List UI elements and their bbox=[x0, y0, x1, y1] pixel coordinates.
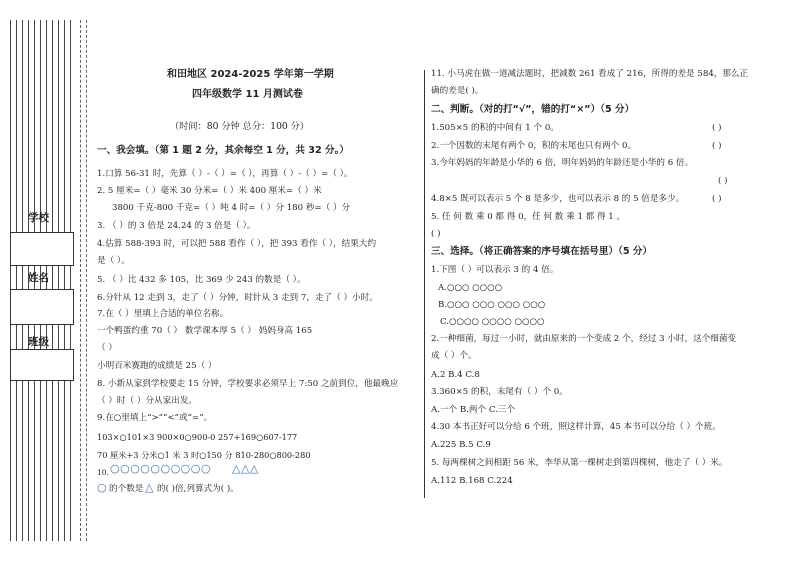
judge-1-blank[interactable]: ( ) bbox=[712, 123, 722, 133]
choice-1-option-a: A.○○○ ○○○○ bbox=[438, 283, 503, 293]
choice-2-question-1: 2.一种细菌，每过一小时，就由原来的一个变成 2 个，经过 3 小时，这个细菌变 bbox=[431, 334, 737, 344]
q9-compare-2: 70 厘米+3 分米○1 米 3 时○150 分 810-280○800-280 bbox=[97, 450, 311, 460]
choice-1-question: 1.下图（ ）可以表示 3 的 4 倍。 bbox=[431, 265, 559, 275]
q11-line-2: 确的差是( )。 bbox=[431, 86, 484, 96]
school-field[interactable] bbox=[10, 232, 74, 266]
judge-5: 5. 任 何 数 乘 0 都 得 0，任 何 数 乘 1 都 得 1 。 bbox=[431, 212, 626, 222]
q10-label: 10. bbox=[97, 468, 109, 477]
judge-5-blank[interactable]: ( ) bbox=[431, 229, 441, 239]
choice-2-options: A.2 B.4 C.8 bbox=[431, 370, 480, 380]
q3-line: 3. （ ）的 3 倍是 24.24 的 3 倍是（ ）。 bbox=[97, 221, 256, 231]
judge-2-blank[interactable]: ( ) bbox=[712, 141, 722, 151]
section-1-heading: 一、我会填。（第 1 题 2 分，其余每空 1 分，共 32 分。） bbox=[97, 145, 349, 156]
class-label: 班级 bbox=[28, 336, 49, 348]
q2-line-2: 3800 千克-800 千克=（ ）吨 4 时=（ ）分 180 秒=（ ）分 bbox=[112, 203, 351, 213]
exam-subtitle: 四年级数学 11 月测试卷 bbox=[192, 89, 303, 100]
q4-line-2: 是（ ）。 bbox=[97, 256, 130, 266]
choice-1-option-c: C.○○○○ ○○○○ ○○○○ bbox=[440, 317, 545, 327]
q7-units-line: 一个鸭蛋约重 70（ ） 数学课本厚 5（ ） 妈妈身高 165 bbox=[97, 326, 313, 336]
section-3-heading: 三、选择。（将正确答案的序号填在括号里）（5 分） bbox=[431, 246, 653, 257]
q10-triangles: △△△ bbox=[232, 462, 259, 475]
q10-triangle-icon: △ bbox=[145, 481, 154, 494]
q2-line-1: 2. 5 厘米=（ ）毫米 30 分米=（ ）米 400 厘米=（ ）米 bbox=[97, 186, 322, 196]
class-field[interactable] bbox=[10, 349, 74, 381]
q1-line: 1.口算 56-31 时，先算（ ）-（ ）=（ ），再算（ ）-（ ）=（ ）。 bbox=[97, 169, 353, 179]
choice-4-options: A.225 B.5 C.9 bbox=[431, 440, 491, 450]
choice-3-question: 3.360×5 的积，末尾有（ ）个 0。 bbox=[431, 387, 568, 397]
exam-title: 和田地区 2024-2025 学年第一学期 bbox=[167, 69, 334, 80]
q9-line: 9.在○里填上“>”“<”或“=”。 bbox=[97, 413, 213, 423]
q7-run-line: 小明百米赛跑的成绩是 25（ ） bbox=[97, 361, 217, 371]
choice-1-option-b: B.○○○ ○○○ ○○○ ○○○ bbox=[438, 300, 546, 310]
q7-units-cont: （ ） bbox=[97, 343, 117, 353]
choice-5-options: A.112 B.168 C.224 bbox=[431, 476, 513, 486]
choice-3-options: A.一个 B.两个 C.三个 bbox=[431, 405, 516, 415]
q8-line-1: 8. 小新从家到学校要走 15 分钟，学校要求必须早上 7:50 之前到位，他最晚应 bbox=[97, 379, 399, 389]
judge-3-blank[interactable]: ( ) bbox=[718, 176, 728, 186]
q10-circle-icon: ○ bbox=[97, 481, 108, 494]
q10-text-b: 的( )倍,列算式为( )。 bbox=[157, 484, 239, 494]
school-label: 学校 bbox=[28, 212, 49, 224]
q11-line-1: 11. 小马虎在做一道减法题时，把减数 261 看成了 216，所得的差是 584，那么正 bbox=[431, 69, 749, 79]
section-2-heading: 二、判断。（对的打“√”，错的打“×”）（5 分） bbox=[431, 104, 635, 115]
judge-3: 3.今年妈妈的年龄是小华的 6 倍，明年妈妈的年龄还是小华的 6 倍。 bbox=[431, 158, 694, 168]
q8-line-2: （ ）时（ ）分从家出发。 bbox=[97, 396, 197, 406]
choice-2-question-2: 成（ ）个。 bbox=[431, 351, 477, 361]
judge-1: 1.505×5 的积的中间有 1 个 0。 bbox=[431, 123, 559, 133]
q10-circles: ○○○○○○○○○○ bbox=[110, 462, 211, 475]
name-field[interactable] bbox=[10, 289, 74, 325]
judge-4: 4.8×5 既可以表示 5 个 8 是多少，也可以表示 8 的 5 倍是多少。 bbox=[431, 194, 685, 204]
time-info: （时间：80 分钟 总分：100 分） bbox=[170, 121, 310, 132]
column-divider bbox=[424, 70, 425, 498]
choice-4-question: 4.30 本书正好可以分给 6 个班，照这样计算，45 本书可以分给（ ）个班。 bbox=[431, 422, 721, 432]
name-label: 姓名 bbox=[28, 272, 49, 284]
q9-compare-1: 103×○101×3 900×0○900-0 257+169○607-177 bbox=[97, 432, 298, 442]
q4-line-1: 4.估算 588-393 时，可以把 588 看作（ ），把 393 看作（ ），结果大约 bbox=[97, 239, 377, 249]
q6-line: 6.分针从 12 走到 3，走了（ ）分钟，时针从 3 走到 7，走了（ ）小时。 bbox=[97, 293, 378, 303]
judge-2: 2.一个因数的末尾有两个 0，积的末尾也只有两个 0。 bbox=[431, 141, 637, 151]
choice-5-question: 5. 每两棵树之间相距 56 米，李华从第一棵树走到第四棵树，他走了（ ）米。 bbox=[431, 458, 728, 468]
q10-text-a: 的个数是 bbox=[109, 484, 144, 494]
q7-line: 7.在（ ）里填上合适的单位名称。 bbox=[97, 309, 229, 319]
judge-4-blank[interactable]: ( ) bbox=[712, 194, 722, 204]
q5-line: 5. （ ）比 432 多 105，比 369 少 243 的数是（ ）。 bbox=[97, 275, 306, 285]
